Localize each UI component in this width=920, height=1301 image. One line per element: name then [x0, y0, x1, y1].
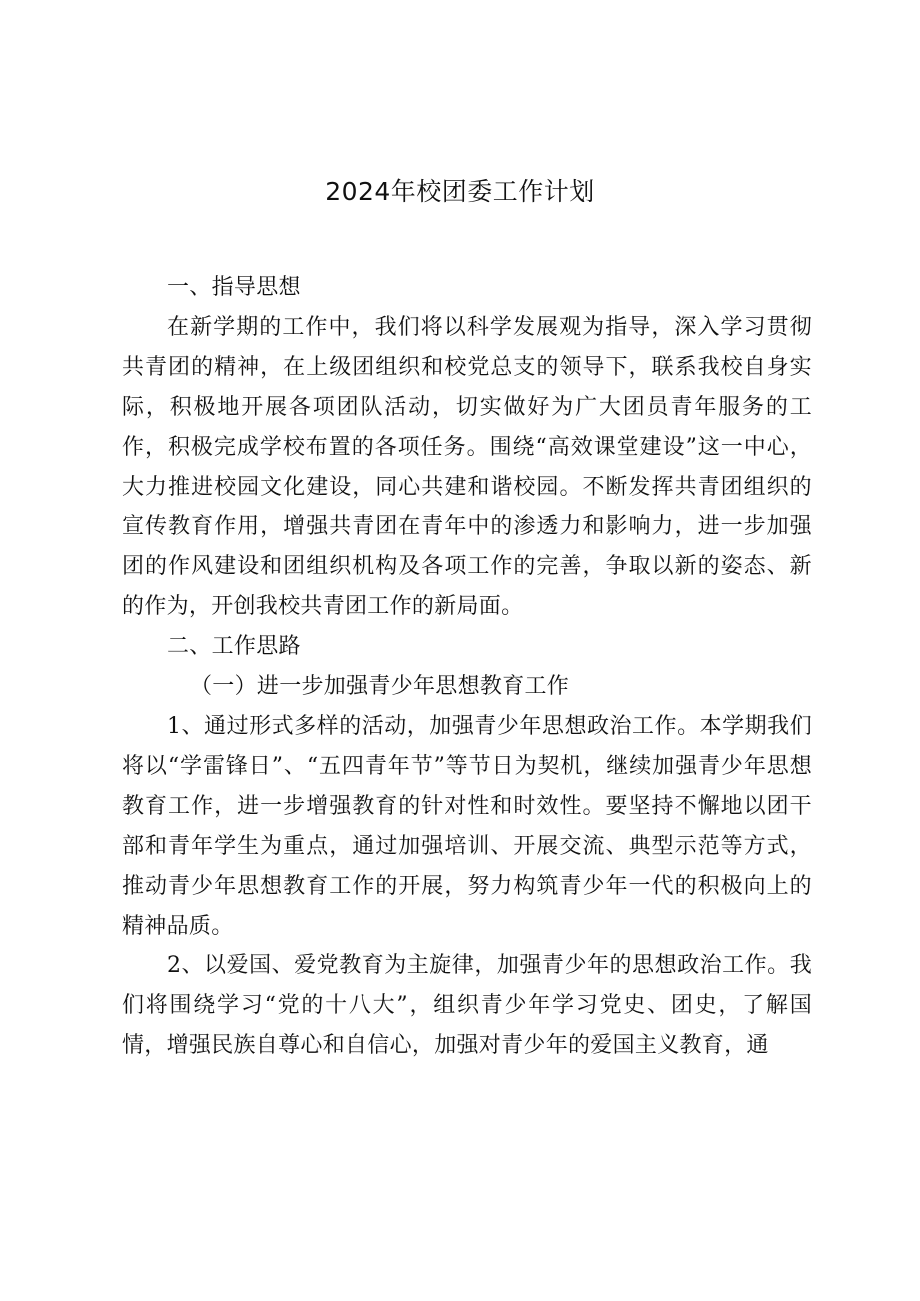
- paragraph-item-2: 2、以爱国、爱党教育为主旋律，加强青少年的思想政治工作。我们将围绕学习“党的十八大”，组织青少年学习党史、团史，了解国情，增强民族自尊心和自信心，加强对青少年的爱国主义教育，通: [122, 953, 812, 1059]
- document-body: [122, 268, 812, 1066]
- subsection-heading-ideological-education: （一）进一步加强青少年思想教育工作: [190, 674, 570, 700]
- paragraph-guiding-ideology: 在新学期的工作中，我们将以科学发展观为指导，深入学习贯彻共青团的精神，在上级团组织和校党总支的领导下，联系我校自身实际，积极地开展各项团队活动，切实做好为广大团员青年服务的工作，积极完成学校布置的各项任务。围绕“高效课堂建设”这一中心，大力推进校园文化建设，同心共建和谐校园。不断发挥共青团组织的宣传教育作用，增强共青团在青年中的渗透力和影响力，进一步加强团的作风建设和团组织机构及各项工作的完善，争取以新的姿态、新的作为，开创我校共青团工作的新局面。: [122, 314, 812, 620]
- section-heading-guiding-ideology: 一、指导思想: [167, 275, 301, 300]
- paragraph-item-1: 1、通过形式多样的活动，加强青少年思想政治工作。本学期我们将以“学雷锋日”、“五四青年节”等节日为契机，继续加强青少年思想教育工作，进一步增强教育的针对性和时效性。要坚持不懈地以团干部和青年学生为重点，通过加强培训、开展交流、典型示范等方式，推动青少年思想教育工作的开展，努力构筑青少年一代的积极向上的精神品质。: [122, 713, 812, 939]
- document-title: 2024年校团委工作计划: [325, 177, 595, 206]
- section-heading-work-approach: 二、工作思路: [167, 634, 301, 660]
